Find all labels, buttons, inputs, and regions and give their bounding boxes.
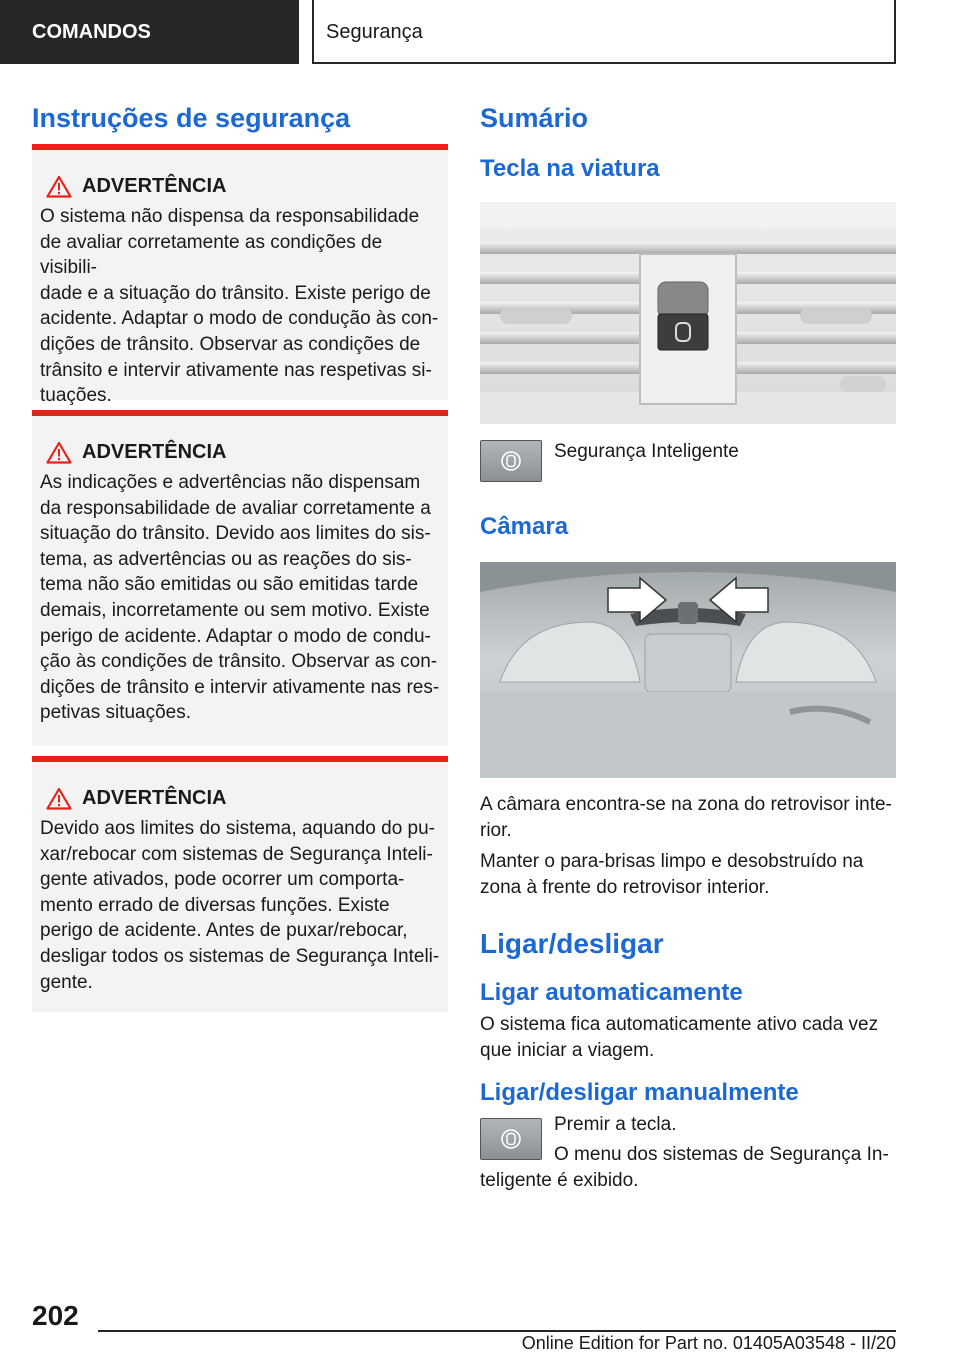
smart-safety-label: Segurança Inteligente [554,441,739,462]
camera-location-text: A câmara encontra-se na zona do retrovisor inte- rior. [480,794,892,841]
warning-label: ADVERTÊNCIA [82,440,227,463]
manual-instructions [480,1112,896,1192]
camera-heading: Câmara [480,513,569,540]
warning-triangle-icon [36,441,82,464]
auto-on-heading: Ligar automaticamente [480,979,743,1007]
warning-box-1 [32,144,448,407]
smart-safety-button-icon [480,1118,542,1160]
warning-box-3 [32,756,448,1012]
right-column [480,98,896,1192]
safety-title: Instruções de segurança [32,103,351,133]
menu-shown-text-cont: teligente é exibido. [480,1169,639,1191]
warning-label: ADVERTÊNCIA [82,786,227,809]
smart-safety-button-row [480,440,896,486]
press-button-text: Premir a tecla. [554,1113,677,1135]
manual-heading: Ligar/desligar manualmente [480,1078,799,1106]
camera-image [480,562,896,778]
smart-safety-button-icon [480,440,542,482]
camera-clean-text: Manter o para-brisas limpo e desobstruído na zona à frente do retrovisor interior. [480,851,864,898]
page-number: 202 [32,1300,79,1331]
left-column [32,98,448,1012]
section-tab: COMANDOS [0,0,299,64]
auto-on-text: O sistema fica automaticamente ativo cada vez que iniciar a viagem. [480,1014,879,1061]
footer-divider [98,1330,896,1332]
menu-shown-text: O menu dos sistemas de Segurança In- [554,1143,889,1165]
edition-text: Online Edition for Part no. 01405A03548 - II/20 [521,1333,896,1353]
button-in-vehicle-heading: Tecla na viatura [480,155,660,182]
chapter-tab: Segurança [312,0,896,64]
summary-title: Sumário [480,103,589,133]
warning-text: As indicações e advertências não dispensam da responsabilidade de avaliar corretamente a situação do trânsito. Devido aos limites do sis- tema, as advertências ou as reações do sis- tema não são emitidas ou são emitidas tarde demais, incorretamente ou sem motivo. Existe perigo de acidente. Adaptar o modo de condu- ção às condições de trânsito. Observar as con- dições de trânsito e intervir ativamente nas res- petivas situações. [40,472,440,724]
console-button-image [480,202,896,424]
warning-triangle-icon [36,175,82,198]
warning-text: O sistema não dispensa da responsabilidade de avaliar corretamente as condições de visibili- dade e a situação do trânsito. Existe perigo de acidente. Adaptar o modo de condução às con- dições de trânsito. Observar as condições de trânsito e intervir ativamente nas respetivas si- tuações. [40,206,439,407]
warning-label: ADVERTÊNCIA [82,174,227,197]
warning-text: Devido aos limites do sistema, aquando do pu- xar/rebocar com sistemas de Segurança Inteli- gente ativados, pode ocorrer um comporta- mento errado de diversas funções. Existe perigo de acidente. Antes de puxar/rebocar, desligar todos os sistemas de Segurança Inteli- gente. [40,818,440,993]
on-off-title: Ligar/desligar [480,928,664,960]
warning-box-2 [32,410,448,746]
warning-triangle-icon [36,787,82,810]
